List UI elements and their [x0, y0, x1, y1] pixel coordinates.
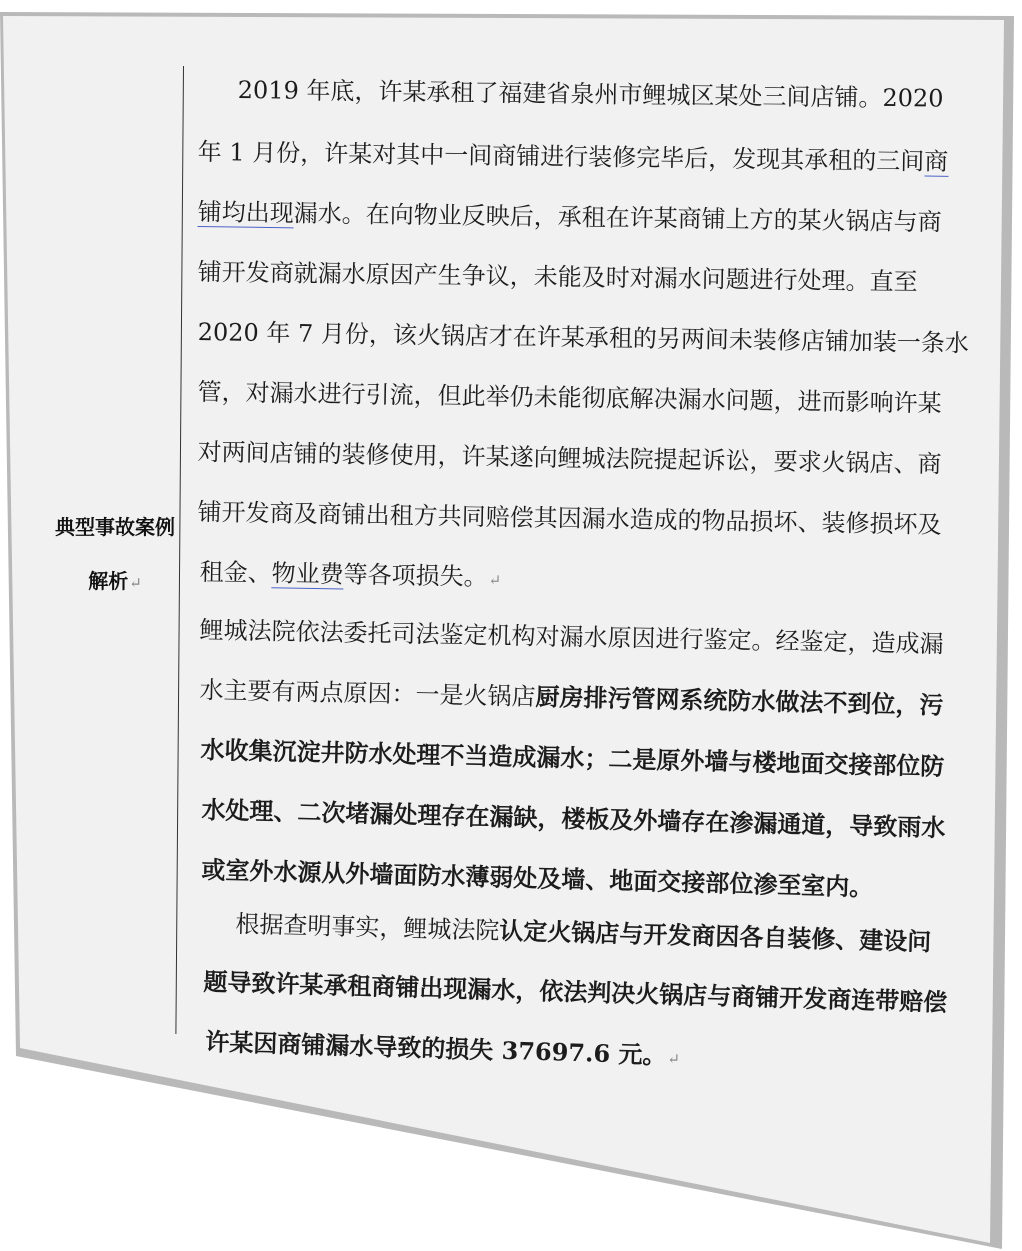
- underlined-text: 铺均出现: [197, 197, 294, 228]
- bold-text: 污: [919, 690, 944, 720]
- case-paragraph-1-line-4: 铺开发商就漏水原因产生争议，未能及时对漏水问题进行处理。直至: [197, 257, 918, 297]
- case-paragraph-3-line-2: 题导致许某承租商铺出现漏水，依法判决火锅店与商铺开发商连带赔偿: [203, 966, 948, 1017]
- case-paragraph-2-line-1: 鲤城法院依法委托司法鉴定机构对漏水原因进行鉴定。经鉴定，造成漏: [199, 615, 944, 659]
- label-line-2: [50, 554, 180, 610]
- text-run: 漏水。在向物业反映后，承租在许某商铺上方的某火锅店与商: [293, 199, 942, 237]
- underlined-text: 商: [924, 147, 949, 176]
- text-run: 等各项损失。: [343, 560, 488, 592]
- paragraph-mark-icon: ↵: [129, 574, 142, 592]
- case-paragraph-1-line-1: 2019 年底，许某承租了福建省泉州市鲤城区某处三间店铺。2020: [237, 75, 944, 113]
- case-paragraph-2-line-3: 水收集沉淀井防水处理不当造成漏水；二是原外墙与楼地面交接部位防: [200, 734, 945, 781]
- case-paragraph-1-line-9: [199, 552, 501, 592]
- case-paragraph-1-line-8: 铺开发商及商铺出租方共同赔偿其因漏水造成的物品损坏、装修损坏及: [197, 497, 942, 539]
- case-paragraph-2-line-4: 水处理、二次堵漏处理存在漏缺，楼板及外墙存在渗漏通道，导致雨水: [201, 794, 946, 843]
- case-paragraph-2-line-5: 或室外水源从外墙面防水薄弱处及墙、地面交接部位渗至室内。: [201, 854, 874, 902]
- case-paragraph-1-line-7: 对两间店铺的装修使用，许某遂向鲤城法院提起诉讼，要求火锅店、商: [197, 437, 942, 479]
- bold-text: 厨房排污管网系统防水做法不到位，: [535, 682, 920, 720]
- case-paragraph-1-line-5: 2020 年 7 月份，该火锅店才在许某承租的另两间未装修店铺加装一条水: [197, 317, 970, 358]
- underlined-text: 物业费: [271, 559, 344, 589]
- paragraph-mark-icon: ↵: [667, 1049, 681, 1069]
- bold-text: 认定火锅店与开发商因各自装修、建设问: [499, 915, 932, 957]
- case-paragraph-1-line-6: 管，对漏水进行引流，但此举仍未能彻底解决漏水问题，进而影响许某: [197, 377, 942, 418]
- case-analysis-label: [50, 500, 180, 610]
- text-run: 根据查明事实，鲤城法院: [235, 909, 500, 945]
- paragraph-mark-icon: ↵: [488, 571, 502, 590]
- label-line-2-text: 解析: [88, 569, 129, 593]
- text-run: 年 1 月份，许某对其中一间商铺进行装修完毕后，发现其承租的三间: [197, 137, 925, 176]
- text-run: 许某因商铺漏水导致的损失 37697.6 元。: [204, 1026, 667, 1070]
- text-run: 水主要有两点原因：一是火锅店: [199, 675, 536, 712]
- text-run: 租金、: [199, 557, 272, 588]
- label-line-1: 典型事故案例: [55, 515, 175, 539]
